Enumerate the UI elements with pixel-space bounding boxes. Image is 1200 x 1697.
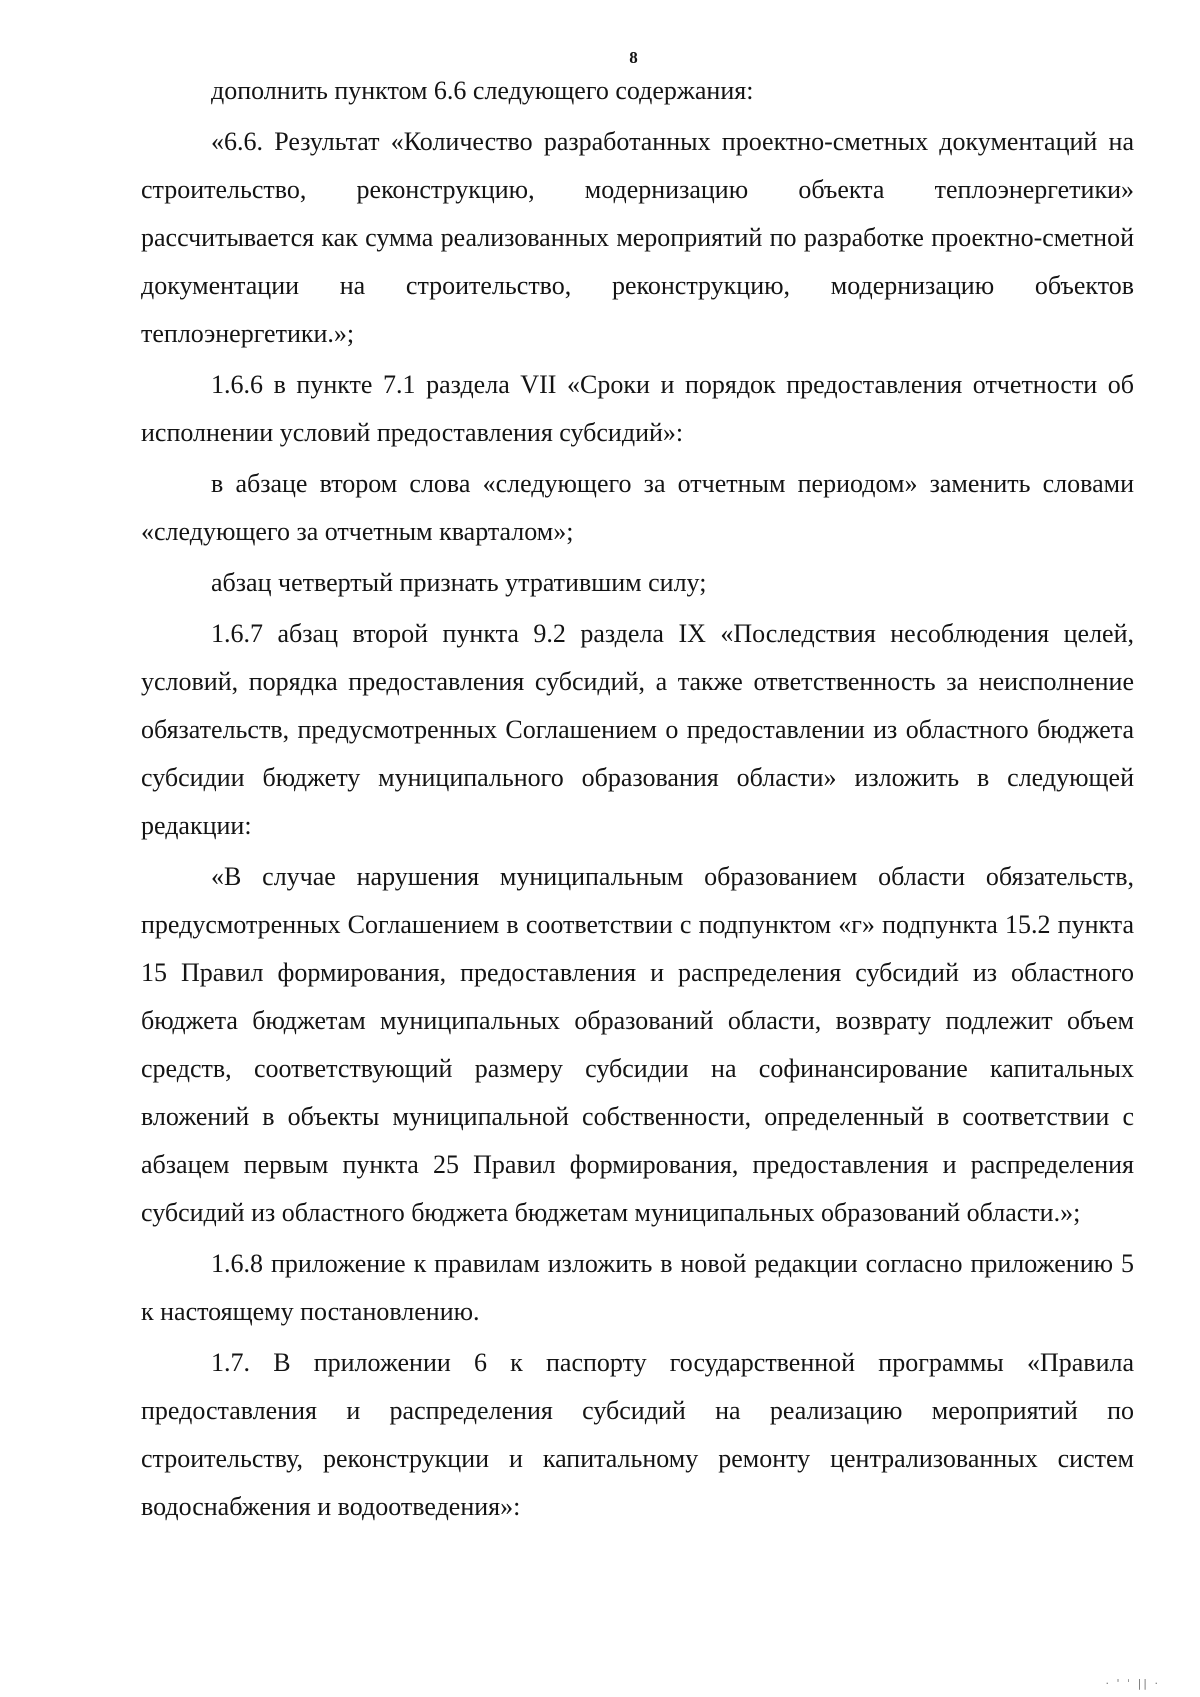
paragraph-abzac-vtoroy: в абзаце втором слова «следующего за отчетным периодом» заменить словами «следующего за отчетным кварталом»; <box>141 469 1134 546</box>
paragraph-1-6-7: 1.6.7 абзац второй пункта 9.2 раздела IX «Последствия несоблюдения целей, условий, порядка предоставления субсидий, а также ответственность за неисполнение обязательств, предусмотренных Соглашением о предоставлении из областного бюджета субсидии бюджету муниципального образования области» изложить в следующей редакции: <box>141 619 1134 840</box>
page-number: 8 <box>629 48 638 67</box>
paragraph-quoted-clause: «В случае нарушения муниципальным образованием области обязательств, предусмотренных Соглашением в соответствии с подпунктом «г» подпункта 15.2 пункта 15 Правил формирования, предоставления и распределения субсидий из областного бюджета бюджетам муниципальных образований области, возврату подлежит объем средств, соответствующий размеру субсидии на софинансирование капитальных вложений в объекты муниципальной собственности, определенный в соответствии с абзацем первым пункта 25 Правил формирования, предоставления и распределения субсидий из областного бюджета бюджетам муниципальных образований области.»; <box>141 862 1134 1227</box>
paragraph-1-6-8: 1.6.8 приложение к правилам изложить в новой редакции согласно приложению 5 к настоящему постановлению. <box>141 1249 1134 1326</box>
paragraph-1-6-6: 1.6.6 в пункте 7.1 раздела VII «Сроки и порядок предоставления отчетности об исполнении условий предоставления субсидий»: <box>141 370 1134 447</box>
paragraph-abzac-chetvertyy: абзац четвертый признать утратившим силу; <box>211 568 707 597</box>
scan-edge-marks: · ' ˈ || · <box>1105 1677 1160 1690</box>
paragraph-6-6-result: «6.6. Результат «Количество разработанных проектно-сметных документаций на строительство, реконструкцию, модернизацию объекта теплоэнергетики» рассчитывается как сумма реализованных мероприятий по разработке проектно-сметной документации на строительство, реконструкцию, модернизацию объектов теплоэнергетики.»; <box>141 127 1134 348</box>
paragraph-intro: дополнить пунктом 6.6 следующего содержания: <box>211 76 754 105</box>
paragraph-1-7: 1.7. В приложении 6 к паспорту государственной программы «Правила предоставления и распределения субсидий на реализацию мероприятий по строительству, реконструкции и капитальному ремонту централизованных систем водоснабжения и водоотведения»: <box>141 1348 1134 1521</box>
document-body <box>141 67 1134 1534</box>
